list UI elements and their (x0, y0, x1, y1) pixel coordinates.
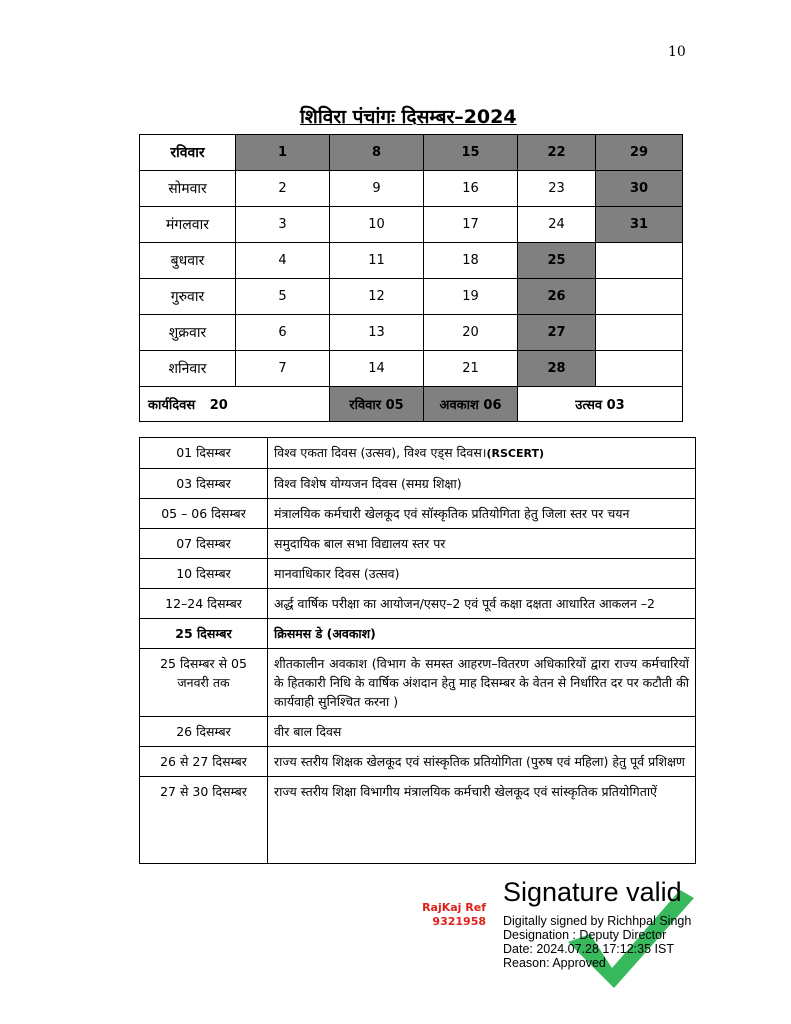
event-date: 27 से 30 दिसम्बर (140, 777, 268, 864)
event-description: समुदायिक बाल सभा विद्यालय स्तर पर (268, 529, 696, 559)
date-cell: 29 (596, 135, 683, 171)
page-number: 10 (668, 44, 686, 60)
digital-signature (503, 876, 743, 970)
date-cell: 26 (518, 279, 596, 315)
festivals-summary: उत्सव 03 (518, 387, 683, 422)
date-cell: 1 (236, 135, 330, 171)
calendar-table (139, 134, 683, 422)
date-cell: 11 (330, 243, 424, 279)
date-cell: 13 (330, 315, 424, 351)
event-description: मानवाधिकार दिवस (उत्सव) (268, 559, 696, 589)
date-cell: 19 (424, 279, 518, 315)
date-cell: 20 (424, 315, 518, 351)
event-date: 26 दिसम्बर (140, 717, 268, 747)
signature-date: Date: 2024.07.28 17:12:35 IST (503, 942, 674, 956)
day-name: शनिवार (140, 351, 236, 387)
event-description: क्रिसमस डे (अवकाश) (268, 619, 696, 649)
event-row (140, 438, 696, 469)
date-cell: 3 (236, 207, 330, 243)
signature-status: Signature valid (503, 877, 682, 907)
event-row-holiday (140, 619, 696, 649)
event-row (140, 649, 696, 717)
date-cell: 12 (330, 279, 424, 315)
event-date: 25 दिसम्बर (140, 619, 268, 649)
calendar-row-saturday (140, 351, 683, 387)
event-row (140, 499, 696, 529)
date-cell: 27 (518, 315, 596, 351)
event-row (140, 559, 696, 589)
date-cell: 5 (236, 279, 330, 315)
date-cell: 24 (518, 207, 596, 243)
event-date: 07 दिसम्बर (140, 529, 268, 559)
date-cell: 31 (596, 207, 683, 243)
date-cell: 18 (424, 243, 518, 279)
event-date: 25 दिसम्बर से 05 जनवरी तक (140, 649, 268, 717)
rajkaj-ref-number: 9321958 (432, 915, 486, 928)
date-cell: 10 (330, 207, 424, 243)
event-description-cell (268, 438, 696, 469)
event-date: 01 दिसम्बर (140, 438, 268, 469)
event-row (140, 589, 696, 619)
event-description: वीर बाल दिवस (268, 717, 696, 747)
date-cell: 25 (518, 243, 596, 279)
event-note: (RSCERT) (486, 447, 545, 460)
event-row (140, 529, 696, 559)
event-date: 10 दिसम्बर (140, 559, 268, 589)
date-cell: 16 (424, 171, 518, 207)
event-row (140, 777, 696, 864)
date-cell: 23 (518, 171, 596, 207)
empty-cell (596, 315, 683, 351)
event-date: 12–24 दिसम्बर (140, 589, 268, 619)
date-cell: 4 (236, 243, 330, 279)
calendar-summary-row (140, 387, 683, 422)
event-description: राज्य स्तरीय शिक्षक खेलकूद एवं सांस्कृतिक प्रतियोगिता (पुरुष एवं महिला) हेतु पूर्व प्रशिक्षण (268, 747, 696, 777)
empty-cell (596, 243, 683, 279)
day-name: रविवार (140, 135, 236, 171)
working-days-label: कार्यदिवस (148, 398, 196, 413)
day-name: मंगलवार (140, 207, 236, 243)
event-description: अर्द्ध वार्षिक परीक्षा का आयोजन/एसए–2 एवं पूर्व कक्षा दक्षता आधारित आकलन –2 (268, 589, 696, 619)
event-description: राज्य स्तरीय शिक्षा विभागीय मंत्रालयिक कर्मचारी खेलकूद एवं सांस्कृतिक प्रतियोगिताऐं (268, 777, 696, 864)
calendar-row-sunday (140, 135, 683, 171)
date-cell: 6 (236, 315, 330, 351)
calendar-row-monday (140, 171, 683, 207)
signature-reason: Reason: Approved (503, 956, 606, 970)
date-cell: 17 (424, 207, 518, 243)
date-cell: 22 (518, 135, 596, 171)
event-row (140, 717, 696, 747)
calendar-row-thursday (140, 279, 683, 315)
working-days-count: 20 (209, 398, 228, 413)
rajkaj-ref-label: RajKaj Ref (422, 901, 486, 914)
calendar-row-friday (140, 315, 683, 351)
empty-cell (596, 351, 683, 387)
date-cell: 30 (596, 171, 683, 207)
date-cell: 8 (330, 135, 424, 171)
day-name: शुक्रवार (140, 315, 236, 351)
date-cell: 15 (424, 135, 518, 171)
event-date: 05 – 06 दिसम्बर (140, 499, 268, 529)
date-cell: 28 (518, 351, 596, 387)
event-description: मंत्रालयिक कर्मचारी खेलकूद एवं सॉस्कृतिक प्रतियोगिता हेतु जिला स्तर पर चयन (268, 499, 696, 529)
sundays-summary: रविवार 05 (330, 387, 424, 422)
date-cell: 14 (330, 351, 424, 387)
day-name: सोमवार (140, 171, 236, 207)
holidays-summary: अवकाश 06 (424, 387, 518, 422)
date-cell: 7 (236, 351, 330, 387)
event-description: विश्व विशेष योग्यजन दिवस (समग्र शिक्षा) (268, 469, 696, 499)
event-description: शीतकालीन अवकाश (विभाग के समस्त आहरण–वितरण अधिकारियों द्वारा राज्य कर्मचारियों के हितकारी निधि के वार्षिक अंशदान हेतु माह दिसम्बर के वेतन से निर्धारित दर पर कटौती की कार्यवाही सुनिश्चित करना ) (268, 649, 696, 717)
page-title: शिविरा पंचांगः दिसम्बर–2024 (300, 106, 517, 128)
signature-signed-by: Digitally signed by Richhpal Singh (503, 914, 692, 928)
event-row (140, 469, 696, 499)
date-cell: 2 (236, 171, 330, 207)
calendar-row-wednesday (140, 243, 683, 279)
event-row (140, 747, 696, 777)
signature-designation: Designation : Deputy Director (503, 928, 667, 942)
event-date: 03 दिसम्बर (140, 469, 268, 499)
date-cell: 9 (330, 171, 424, 207)
date-cell: 21 (424, 351, 518, 387)
rajkaj-reference (404, 901, 486, 929)
event-date: 26 से 27 दिसम्बर (140, 747, 268, 777)
events-table (139, 437, 696, 864)
calendar-row-tuesday (140, 207, 683, 243)
working-days-summary (140, 387, 330, 422)
day-name: गुरुवार (140, 279, 236, 315)
day-name: बुधवार (140, 243, 236, 279)
event-description: विश्व एकता दिवस (उत्सव), विश्व एड्स दिवस। (274, 445, 487, 460)
empty-cell (596, 279, 683, 315)
